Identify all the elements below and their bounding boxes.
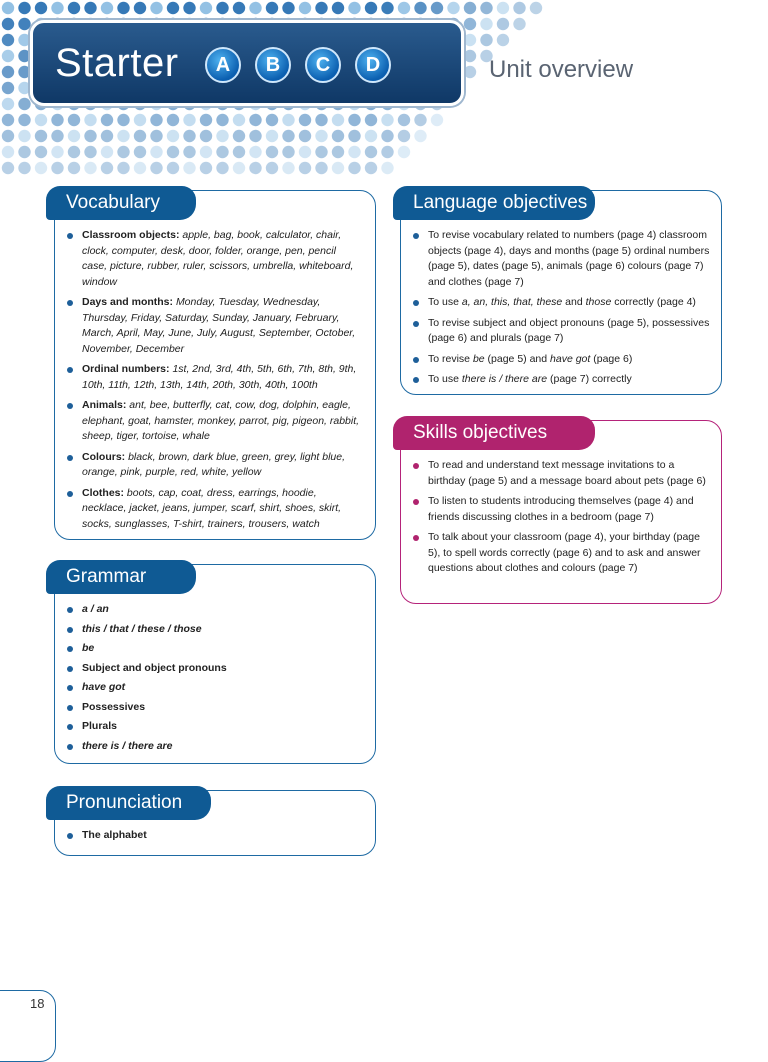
list-item: have got: [66, 680, 362, 696]
list-item: To revise subject and object pronouns (page 5), possessives (page 6) and plurals (page 7): [412, 316, 712, 347]
title-banner: [30, 20, 464, 106]
level-disc-d: D: [355, 47, 391, 83]
list-item: The alphabet: [66, 828, 362, 844]
list-item: Plurals: [66, 719, 362, 735]
level-disc-c: C: [305, 47, 341, 83]
list-item: Animals: ant, bee, butterfly, cat, cow, dog, dolphin, eagle, elephant, goat, hamster, monkey, parrot, pig, pigeon, rabbit, sheep, tiger, tortoise, whale: [66, 398, 362, 445]
level-disc-a: A: [205, 47, 241, 83]
pronunciation-list: [66, 828, 362, 849]
list-item: Days and months: Monday, Tuesday, Wednesday, Thursday, Friday, Saturday, Sunday, January, February, March, April, May, June, July, August, September, October, November, December: [66, 295, 362, 357]
list-item: To revise be (page 5) and have got (page 6): [412, 352, 712, 368]
pronunciation-heading: Pronunciation: [46, 786, 211, 820]
list-item: Ordinal numbers: 1st, 2nd, 3rd, 4th, 5th, 6th, 7th, 8th, 9th, 10th, 11th, 12th, 13th, 14th, 20th, 30th, 40th, 100th: [66, 362, 362, 393]
page-number-frame: [0, 990, 56, 1062]
list-item: Subject and object pronouns: [66, 661, 362, 677]
list-item: To read and understand text message invitations to a birthday (page 5) and a message board about pets (page 6): [412, 458, 712, 489]
list-item: Possessives: [66, 700, 362, 716]
list-item: a / an: [66, 602, 362, 618]
list-item: To use a, an, this, that, these and those correctly (page 4): [412, 295, 712, 311]
list-item: Classroom objects: apple, bag, book, calculator, chair, clock, computer, desk, door, folder, orange, pen, pencil case, picture, rubber, ruler, scissors, umbrella, whiteboard, window: [66, 228, 362, 290]
list-item: To revise vocabulary related to numbers (page 4) classroom objects (page 4), days and months (page 5) ordinal numbers (page 5), dates (page 5), animals (page 6) colours (page 7) and clothes (page 7): [412, 228, 712, 290]
skills-objectives-list: [412, 458, 712, 582]
grammar-heading: Grammar: [46, 560, 196, 594]
list-item: be: [66, 641, 362, 657]
list-item: To use there is / there are (page 7) correctly: [412, 372, 712, 388]
vocabulary-heading: Vocabulary: [46, 186, 196, 220]
list-item: To listen to students introducing themselves (page 4) and friends discussing clothes in a bedroom (page 7): [412, 494, 712, 525]
unit-overview-title: Unit overview: [489, 56, 634, 83]
list-item: To talk about your classroom (page 4), your birthday (page 5), to spell words correctly (page 6) and to ask and answer questions about clothes and colours (page 7): [412, 530, 712, 577]
list-item: this / that / these / those: [66, 622, 362, 638]
language-objectives-heading: Language objectives: [393, 186, 595, 220]
list-item: Colours: black, brown, dark blue, green, grey, light blue, orange, pink, purple, red, white, yellow: [66, 450, 362, 481]
list-item: there is / there are: [66, 739, 362, 755]
starter-title: Starter: [55, 41, 179, 85]
page-number: 18: [30, 996, 45, 1011]
level-disc-b: B: [255, 47, 291, 83]
language-objectives-list: [412, 228, 712, 393]
skills-objectives-heading: Skills objectives: [393, 416, 595, 450]
list-item: Clothes: boots, cap, coat, dress, earrings, hoodie, necklace, jacket, jeans, jumper, scarf, shirt, shoes, skirt, socks, sunglasses, T-shirt, trainers, trousers, watch: [66, 486, 362, 533]
vocabulary-list: [66, 228, 362, 537]
grammar-list: [66, 602, 362, 758]
